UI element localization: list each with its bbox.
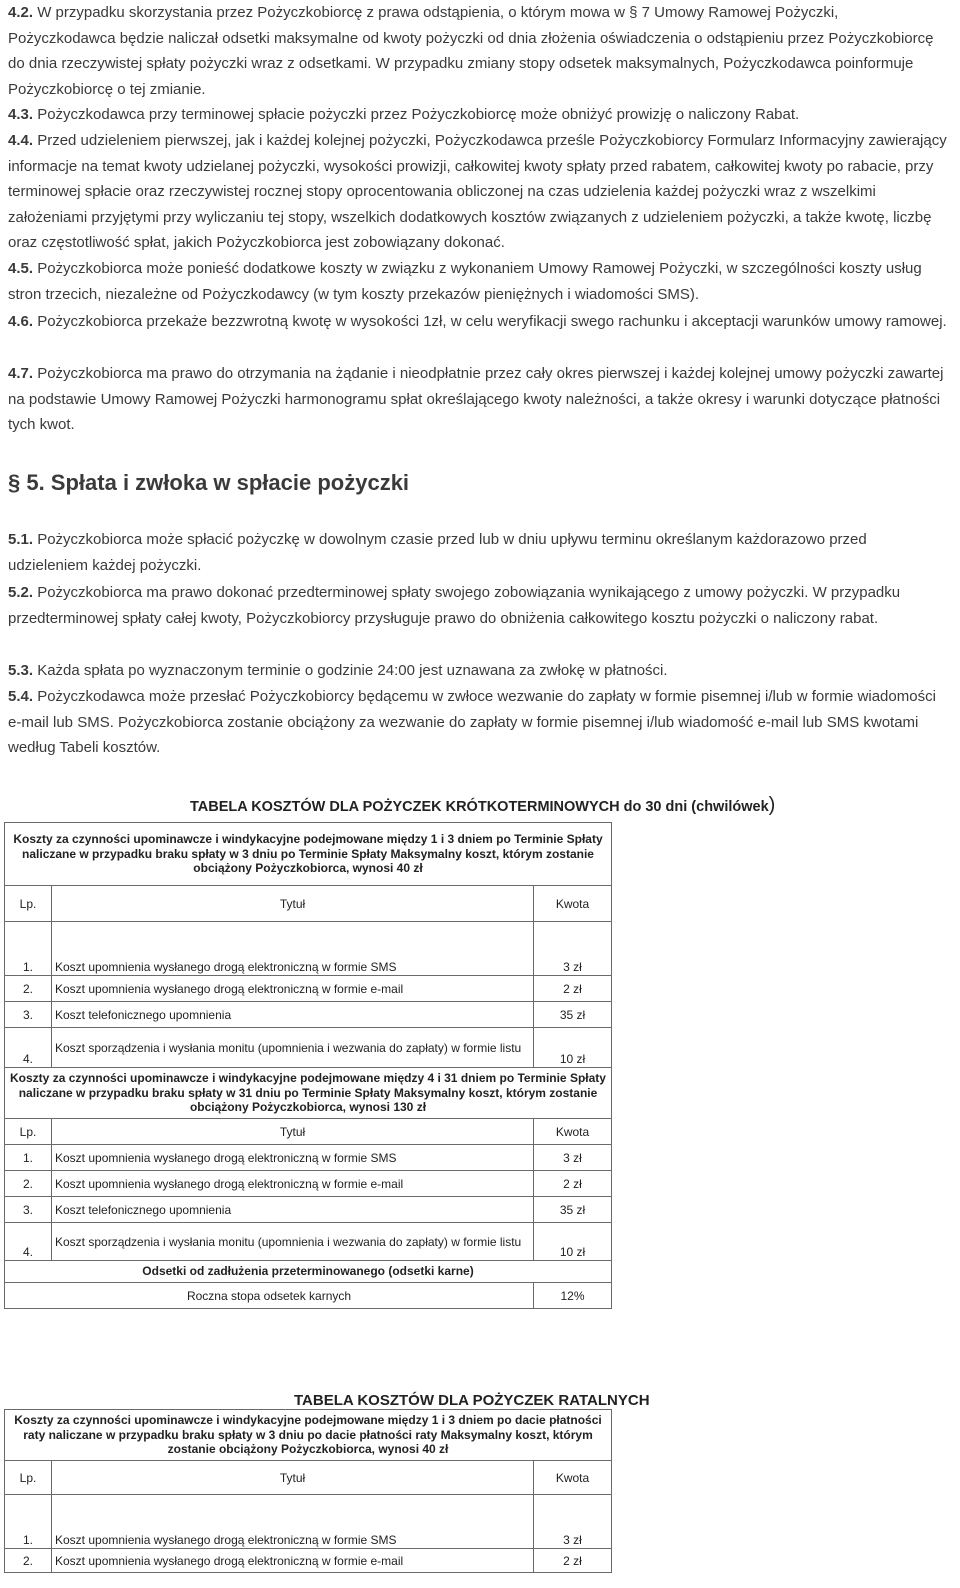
paragraph-text: Pożyczkodawca może przesłać Pożyczkobiorcy będącemu w zwłoce wezwanie do zapłaty w formie pisemnej i/lub w formie wiadomości e-mail lub SMS. Pożyczkobiorca zostanie obciążony za wezwanie do zapłaty w formie pisemnej i/lub wiadomość e-mail lub SMS kwotami według Tabeli kosztów. bbox=[8, 688, 936, 756]
cell-lp: 4. bbox=[5, 1223, 52, 1261]
table-column-header-row bbox=[5, 886, 612, 922]
table-row bbox=[5, 1028, 612, 1068]
table-installment-title: TABELA KOSZTÓW DLA POŻYCZEK RATALNYCH bbox=[294, 1392, 650, 1409]
cell-title: Koszt upomnienia wysłanego drogą elektroniczną w formie e-mail bbox=[52, 1171, 534, 1197]
paragraph-number: 5.2. bbox=[8, 584, 34, 601]
table-column-header-row bbox=[5, 1461, 612, 1495]
paragraph-text: Pożyczkobiorca może ponieść dodatkowe koszty w związku z wykonaniem Umowy Ramowej Pożyczki, w szczególności koszty usług stron trzecich, niezależne od Pożyczkodawcy (w tym koszty przekazów pieniężnych i wiadomości SMS). bbox=[8, 260, 922, 303]
column-header-amount: Kwota bbox=[534, 886, 612, 922]
cell-title: Koszt upomnienia wysłanego drogą elektroniczną w formie SMS bbox=[52, 1145, 534, 1171]
paragraph-4-6 bbox=[8, 309, 950, 335]
cell-lp: 3. bbox=[5, 1002, 52, 1028]
paragraph-text: Każda spłata po wyznaczonym terminie o godzinie 24:00 jest uznawana za zwłokę w płatności. bbox=[37, 662, 668, 679]
cell-amount: 2 zł bbox=[534, 1171, 612, 1197]
cell-title: Koszt upomnienia wysłanego drogą elektroniczną w formie e-mail bbox=[52, 976, 534, 1002]
cell-amount: 3 zł bbox=[534, 1145, 612, 1171]
table-row bbox=[5, 922, 612, 976]
table-block-header-row bbox=[5, 1068, 612, 1119]
paragraph-text: Pożyczkobiorca ma prawo dokonać przedterminowej spłaty swojego zobowiązania wynikającego z umowy pożyczki. W przypadku przedterminowej spłaty całej kwoty, Pożyczkobiorcy przysługuje prawo do obniżenia całkowitego kosztu pożyczki o naliczony rabat. bbox=[8, 584, 901, 627]
table-short-term-title bbox=[190, 794, 775, 817]
table-row bbox=[5, 1002, 612, 1028]
cost-table-short-term bbox=[4, 822, 612, 1309]
paragraph-text: Pożyczkodawca przy terminowej spłacie pożyczki przez Pożyczkobiorcę może obniżyć prowizję o naliczony Rabat. bbox=[37, 106, 800, 123]
block-header-1-3-days: Koszty za czynności upominawcze i windykacyjne podejmowane między 1 i 3 dniem po Terminie Spłaty naliczane w przypadku braku spłaty w 3 dniu po Terminie Spłaty Maksymalny koszt, którym zostanie obciążony Pożyczkobiorca, wynosi 40 zł bbox=[5, 823, 612, 886]
table-row bbox=[5, 1549, 612, 1573]
paragraph-number: 4.3. bbox=[8, 106, 34, 123]
paragraph-number: 5.3. bbox=[8, 662, 34, 679]
cell-title: Koszt telefonicznego upomnienia bbox=[52, 1002, 534, 1028]
cell-lp: 2. bbox=[5, 1171, 52, 1197]
cell-amount: 10 zł bbox=[534, 1223, 612, 1261]
column-header-title: Tytuł bbox=[52, 1119, 534, 1145]
cell-title: Koszt sporządzenia i wysłania monitu (upomnienia i wezwania do zapłaty) w formie listu bbox=[52, 1223, 534, 1261]
paragraph-number: 5.1. bbox=[8, 531, 34, 548]
paragraph-4-7 bbox=[8, 361, 950, 438]
table-title-paren: ) bbox=[768, 794, 776, 816]
cell-amount: 3 zł bbox=[534, 1495, 612, 1549]
paragraph-5-3 bbox=[8, 658, 950, 684]
column-header-lp: Lp. bbox=[5, 1119, 52, 1145]
cell-lp: 3. bbox=[5, 1197, 52, 1223]
cell-amount: 3 zł bbox=[534, 922, 612, 976]
cell-lp: 2. bbox=[5, 1549, 52, 1573]
cost-table-installment bbox=[4, 1409, 612, 1573]
paragraph-text: W przypadku skorzystania przez Pożyczkobiorcę z prawa odstąpienia, o którym mowa w § 7 Umowy Ramowej Pożyczki, Pożyczkodawca będzie naliczał odsetki maksymalne od kwoty pożyczki od dnia złożenia oświadczenia o odstąpieniu przez Pożyczkobiorcę do dnia rzeczywistej spłaty pożyczki wraz z odsetkami. W przypadku zmiany stopy odsetek maksymalnych, Pożyczkodawca poinformuje Pożyczkobiorcę o tej zmianie. bbox=[8, 4, 934, 98]
cell-lp: 1. bbox=[5, 1495, 52, 1549]
column-header-amount: Kwota bbox=[534, 1461, 612, 1495]
paragraph-number: 4.7. bbox=[8, 365, 34, 382]
interest-value: 12% bbox=[534, 1283, 612, 1309]
interest-header: Odsetki od zadłużenia przeterminowanego (odsetki karne) bbox=[5, 1261, 612, 1283]
table-block-header-row bbox=[5, 823, 612, 886]
paragraph-text: Pożyczkobiorca ma prawo do otrzymania na żądanie i nieodpłatnie przez cały okres pierwszej i każdej kolejnej umowy pożyczki zawartej na podstawie Umowy Ramowej Pożyczki harmonogramu spłat określającego kwoty należności, a także okresy i warunki dotyczące płatności tych kwot. bbox=[8, 365, 944, 433]
section-5-heading: § 5. Spłata i zwłoka w spłacie pożyczki bbox=[8, 470, 410, 495]
table-row bbox=[5, 1145, 612, 1171]
interest-label: Roczna stopa odsetek karnych bbox=[5, 1283, 534, 1309]
cell-amount: 10 zł bbox=[534, 1028, 612, 1068]
column-header-title: Tytuł bbox=[52, 886, 534, 922]
block-header-1-3-days-installment: Koszty za czynności upominawcze i windykacyjne podejmowane między 1 i 3 dniem po dacie płatności raty naliczane w przypadku braku spłaty w 3 dniu po dacie płatności raty Maksymalny koszt, którym zostanie obciążony Pożyczkobiorca, wynosi 40 zł bbox=[5, 1410, 612, 1461]
paragraph-number: 4.4. bbox=[8, 132, 34, 149]
cell-amount: 35 zł bbox=[534, 1002, 612, 1028]
paragraph-number: 5.4. bbox=[8, 688, 34, 705]
paragraph-number: 4.6. bbox=[8, 313, 34, 330]
paragraph-5-1 bbox=[8, 527, 950, 578]
cell-title: Koszt upomnienia wysłanego drogą elektroniczną w formie SMS bbox=[52, 922, 534, 976]
cell-title: Koszt upomnienia wysłanego drogą elektroniczną w formie SMS bbox=[52, 1495, 534, 1549]
cell-title: Koszt sporządzenia i wysłania monitu (upomnienia i wezwania do zapłaty) w formie listu bbox=[52, 1028, 534, 1068]
cell-lp: 1. bbox=[5, 1145, 52, 1171]
cell-amount: 2 zł bbox=[534, 1549, 612, 1573]
paragraph-text: Pożyczkobiorca może spłacić pożyczkę w dowolnym czasie przed lub w dniu upływu terminu określanym każdorazowo przed udzieleniem każdej pożyczki. bbox=[8, 531, 867, 574]
table-row bbox=[5, 1283, 612, 1309]
column-header-amount: Kwota bbox=[534, 1119, 612, 1145]
column-header-lp: Lp. bbox=[5, 1461, 52, 1495]
table-column-header-row bbox=[5, 1119, 612, 1145]
paragraph-4-5 bbox=[8, 256, 950, 307]
table-title-text: TABELA KOSZTÓW DLA POŻYCZEK KRÓTKOTERMINOWYCH do 30 dni (chwilówek bbox=[190, 799, 769, 815]
table-block-header-row bbox=[5, 1410, 612, 1461]
cell-lp: 1. bbox=[5, 922, 52, 976]
paragraph-text: Przed udzieleniem pierwszej, jak i każdej kolejnej pożyczki, Pożyczkodawca prześle Pożyczkobiorcy Formularz Informacyjny zawierający informacje na temat kwoty udzielanej pożyczki, wysokości prowizji, całkowitej kwoty spłaty przed rabatem, całkowitej kwoty po rabacie, przy terminowej spłacie oraz rzeczywistej rocznej stopy oprocentowania obliczonej na czas udzielenia każdej pożyczki wraz z wszelkimi założeniami przyjętymi przy wyliczaniu tej stopy, wszelkich dodatkowych kosztów związanych z udzieleniem pożyczki, a także kwotę, liczbę oraz częstotliwość spłat, jakich Pożyczkobiorca jest zobowiązany dokonać. bbox=[8, 132, 947, 251]
table-row bbox=[5, 1495, 612, 1549]
table-row bbox=[5, 1197, 612, 1223]
table-block-header-row bbox=[5, 1261, 612, 1283]
cell-lp: 2. bbox=[5, 976, 52, 1002]
paragraph-5-4 bbox=[8, 684, 950, 761]
paragraph-5-2 bbox=[8, 580, 950, 631]
block-header-4-31-days: Koszty za czynności upominawcze i windykacyjne podejmowane między 4 i 31 dniem po Terminie Spłaty naliczane w przypadku braku spłaty w 31 dniu po Terminie Spłaty Maksymalny koszt, którym zostanie obciążony Pożyczkobiorca, wynosi 130 zł bbox=[5, 1068, 612, 1119]
paragraph-4-4 bbox=[8, 128, 950, 256]
cell-title: Koszt telefonicznego upomnienia bbox=[52, 1197, 534, 1223]
column-header-title: Tytuł bbox=[52, 1461, 534, 1495]
paragraph-number: 4.2. bbox=[8, 4, 34, 21]
paragraph-4-3 bbox=[8, 102, 950, 128]
table-row bbox=[5, 976, 612, 1002]
column-header-lp: Lp. bbox=[5, 886, 52, 922]
table-row bbox=[5, 1171, 612, 1197]
paragraph-number: 4.5. bbox=[8, 260, 34, 277]
paragraph-text: Pożyczkobiorca przekaże bezzwrotną kwotę w wysokości 1zł, w celu weryfikacji swego rachunku i akceptacji warunków umowy ramowej. bbox=[37, 313, 947, 330]
paragraph-4-2 bbox=[8, 0, 950, 102]
cell-amount: 35 zł bbox=[534, 1197, 612, 1223]
table-row bbox=[5, 1223, 612, 1261]
cell-lp: 4. bbox=[5, 1028, 52, 1068]
cell-amount: 2 zł bbox=[534, 976, 612, 1002]
cell-title: Koszt upomnienia wysłanego drogą elektroniczną w formie e-mail bbox=[52, 1549, 534, 1573]
